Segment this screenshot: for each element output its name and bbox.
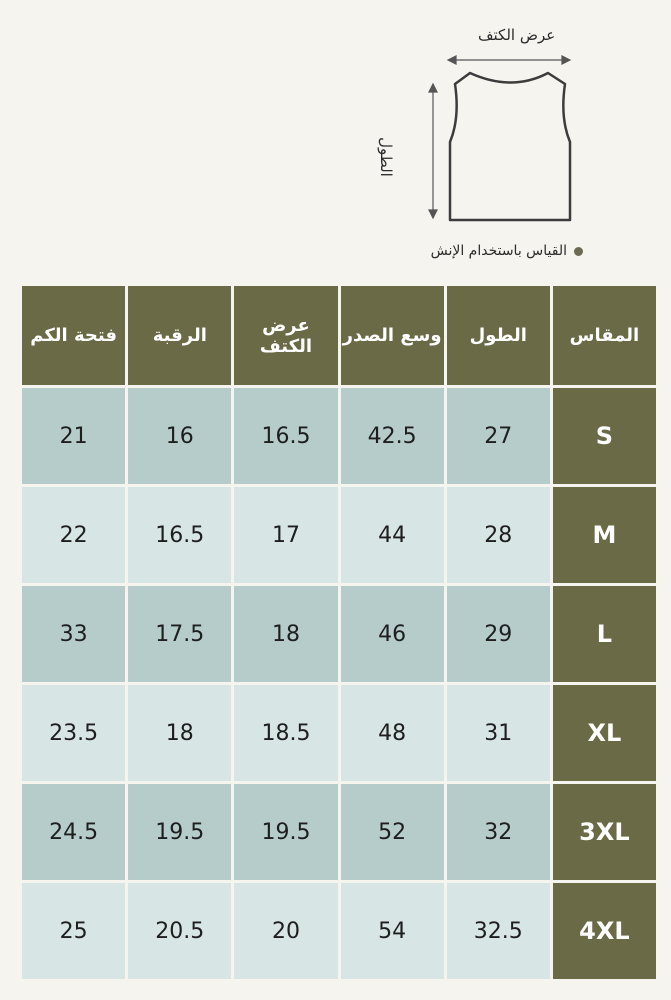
table-row [22,685,656,781]
length-cell: 31 [447,685,550,781]
vest-outline-icon [450,73,570,220]
chest-cell: 44 [341,487,444,583]
bullet-icon [574,247,583,256]
shoulder-cell: 20 [234,883,337,979]
shoulder-cell: 18 [234,586,337,682]
size-chart-table [19,283,659,982]
armhole-cell: 25 [22,883,125,979]
header-armhole: فتحة الكم [22,286,125,385]
chest-cell: 48 [341,685,444,781]
neck-cell: 17.5 [128,586,231,682]
size-cell: L [553,586,656,682]
header-chest: وسع الصدر [341,286,444,385]
measurement-note [431,243,583,259]
neck-cell: 20.5 [128,883,231,979]
neck-cell: 16 [128,388,231,484]
neck-cell: 16.5 [128,487,231,583]
chest-cell: 52 [341,784,444,880]
chest-cell: 42.5 [341,388,444,484]
chest-cell: 54 [341,883,444,979]
length-label: الطول [376,137,395,177]
header-length: الطول [447,286,550,385]
shoulder-cell: 18.5 [234,685,337,781]
length-cell: 32 [447,784,550,880]
shoulder-cell: 17 [234,487,337,583]
size-cell: XL [553,685,656,781]
armhole-cell: 21 [22,388,125,484]
armhole-cell: 24.5 [22,784,125,880]
length-cell: 29 [447,586,550,682]
length-cell: 27 [447,388,550,484]
chest-cell: 46 [341,586,444,682]
measurement-note-text: القياس باستخدام الإنش [430,243,567,259]
shoulder-arrow [448,56,570,64]
shoulder-cell: 19.5 [234,784,337,880]
armhole-cell: 22 [22,487,125,583]
table-row [22,388,656,484]
size-cell: M [553,487,656,583]
table-row [22,586,656,682]
size-cell: S [553,388,656,484]
shoulder-cell: 16.5 [234,388,337,484]
table-row [22,883,656,979]
header-neck: الرقبة [128,286,231,385]
table-row [22,784,656,880]
armhole-cell: 23.5 [22,685,125,781]
measurement-diagram [0,0,671,280]
table-row [22,487,656,583]
shoulder-width-label: عرض الكتف [478,26,556,44]
neck-cell: 19.5 [128,784,231,880]
length-cell: 32.5 [447,883,550,979]
header-shoulder: عرض الكتف [234,286,337,385]
length-cell: 28 [447,487,550,583]
vest-diagram [0,0,671,280]
armhole-cell: 33 [22,586,125,682]
neck-cell: 18 [128,685,231,781]
length-arrow [429,84,437,218]
table-header-row [22,286,656,385]
size-cell: 4XL [553,883,656,979]
size-cell: 3XL [553,784,656,880]
header-size: المقاس [553,286,656,385]
